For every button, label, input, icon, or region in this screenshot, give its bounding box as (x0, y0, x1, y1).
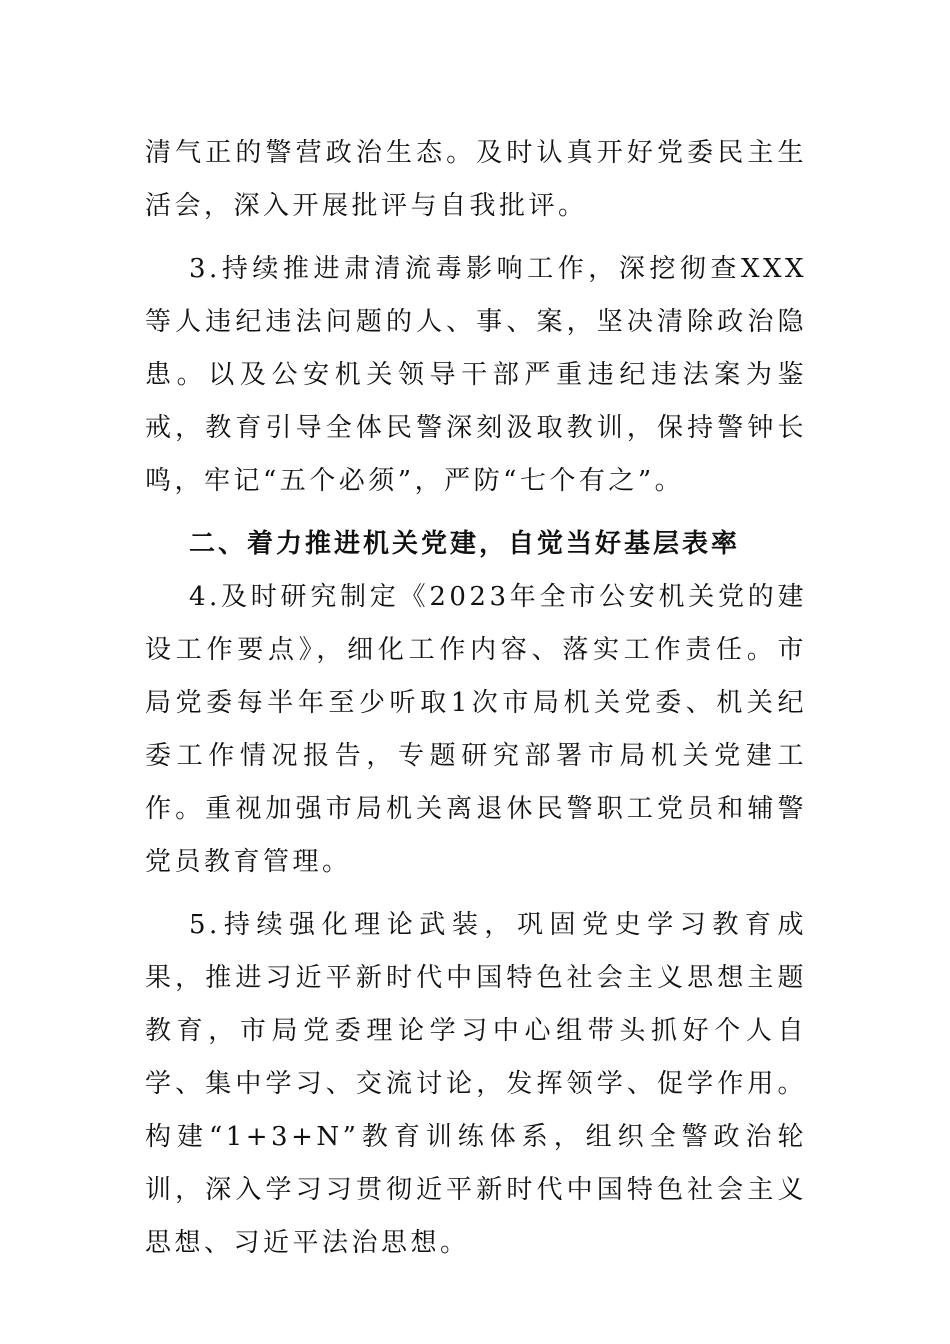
paragraph-item-3: 3.持续推进肃清流毒影响工作，深挖彻查XXX等人违纪违法问题的人、事、案，坚决清除政治隐患。以及公安机关领导干部严重违纪违法案为鉴戒，教育引导全体民警深刻汲取教训，保持警钟长鸣，牢记“五个必须”，严防“七个有之”。 (145, 254, 807, 496)
section-heading-2: 二、着力推进机关党建，自觉当好基层表率 (189, 529, 741, 559)
document-body (145, 127, 807, 1270)
paragraph-continued: 清气正的警营政治生态。及时认真开好党委民主生活会，深入开展批评与自我批评。 (145, 138, 807, 221)
paragraph-item-4: 4.及时研究制定《2023年全市公安机关党的建设工作要点》，细化工作内容、落实工作责任。市局党委每半年至少听取1次市局机关党委、机关纪委工作情况报告，专题研究部署市局机关党建工作。重视加强市局机关离退休民警职工党员和辅警党员教育管理。 (145, 582, 807, 877)
paragraph-item-5: 5.持续强化理论武装，巩固党史学习教育成果，推进习近平新时代中国特色社会主义思想主题教育，市局党委理论学习中心组带头抓好个人自学、集中学习、交流讨论，发挥领学、促学作用。构建“1+3+N”教育训练体系，组织全警政治轮训，深入学习习贯彻近平新时代中国特色社会主义思想、习近平法治思想。 (145, 910, 807, 1258)
